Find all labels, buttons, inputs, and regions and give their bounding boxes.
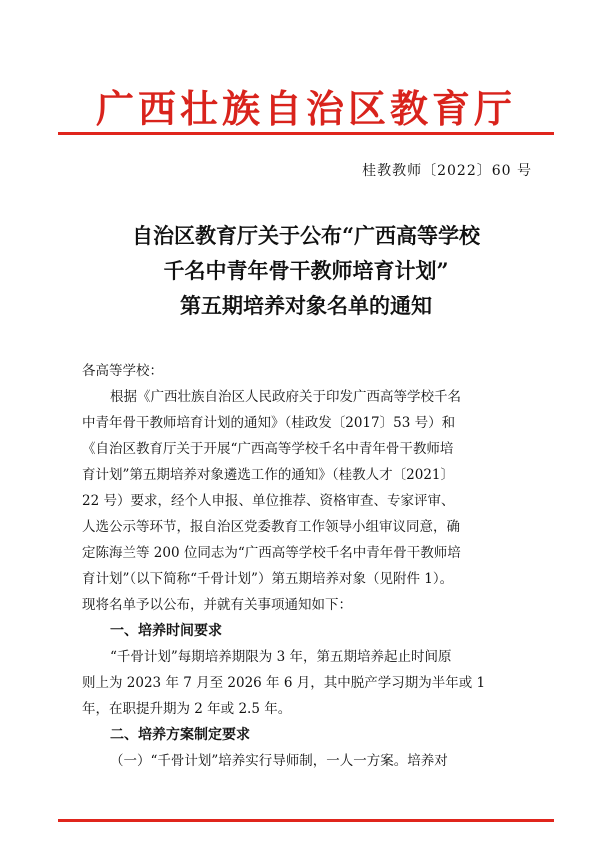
document-title [0,218,612,323]
paragraph-line: 则上为 2023 年 7 月至 2026 年 6 月，其中脱产学习期为半年或 1 [82,675,486,691]
red-divider-bottom [58,819,554,822]
paragraph-line: （一）“千骨计划”培养实行导师制，一人一方案。培养对 [110,753,448,769]
paragraph-line: 22 号）要求，经个人申报、单位推荐、资格审查、专家评审、 [82,493,455,509]
paragraph-line: 人选公示等环节，报自治区党委教育工作领导小组审议同意，确 [82,519,460,535]
salutation: 各高等学校： [82,363,163,379]
title-line-1: 自治区教育厅关于公布“广西高等学校 [131,223,481,248]
paragraph-line: 定陈海兰等 200 位同志为“广西高等学校千名中青年骨干教师培 [82,545,461,561]
paragraph-line: 育计划”第五期培养对象遴选工作的通知》（桂教人才〔2021〕 [82,467,455,483]
section-heading-2: 二、培养方案制定要求 [110,727,250,743]
paragraph-line: “千骨计划”每期培养期限为 3 年，第五期培养起止时间原 [110,649,452,665]
paragraph-line: 现将名单予以公布，并就有关事项通知如下： [82,597,352,613]
red-divider-top [58,132,554,135]
title-line-3: 第五期培养对象名单的通知 [180,293,432,318]
paragraph-line: 育计划”（以下简称“千骨计划”）第五期培养对象（见附件 1）。 [82,571,454,587]
section-heading-1: 一、培养时间要求 [110,623,222,639]
document-number: 桂教教师〔2022〕60 号 [362,163,532,179]
document-body [82,358,534,774]
paragraph-line: 《自治区教育厅关于开展“广西高等学校千名中青年骨干教师培 [82,441,454,457]
paragraph-line: 根据《广西壮族自治区人民政府关于印发广西高等学校千名 [110,389,461,405]
paragraph-line: 年，在职提升期为 2 年或 2.5 年。 [82,701,292,717]
paragraph-line: 中青年骨干教师培育计划的通知》（桂政发〔2017〕53 号）和 [82,415,456,431]
title-line-2: 千名中青年骨干教师培育计划” [163,258,449,283]
agency-header: 广西壮族自治区教育厅 [95,86,516,131]
